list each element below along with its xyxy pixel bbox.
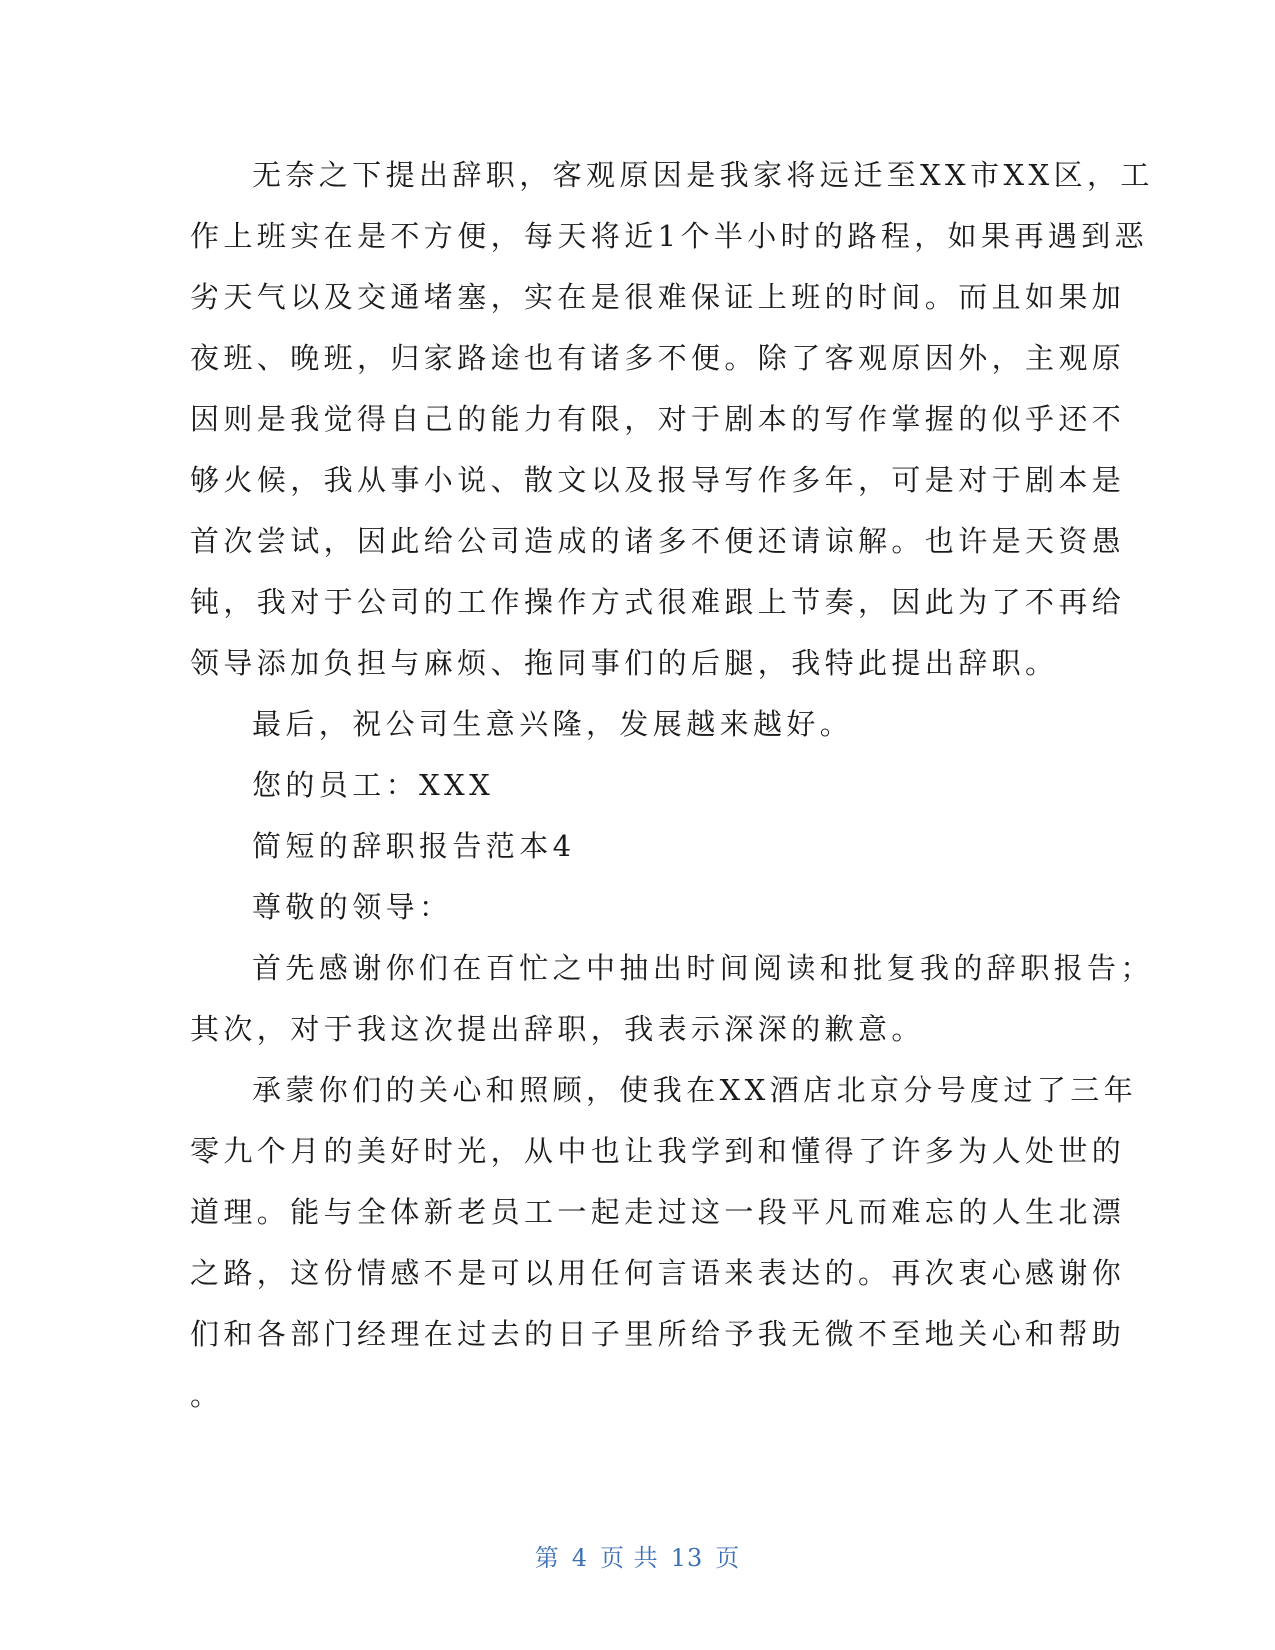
text-line: 够火候，我从事小说、散文以及报导写作多年，可是对于剧本是: [190, 463, 1126, 497]
text-line: 道理。能与全体新老员工一起走过这一段平凡而难忘的人生北漂: [190, 1195, 1126, 1229]
text-line: 您的员工：XXX: [252, 768, 495, 802]
text-line: 。: [190, 1378, 224, 1412]
text-line: 其次，对于我这次提出辞职，我表示深深的歉意。: [190, 1012, 925, 1046]
text-line: 因则是我觉得自己的能力有限，对于剧本的写作掌握的似乎还不: [190, 402, 1126, 436]
text-line: 钝，我对于公司的工作操作方式很难跟上节奏，因此为了不再给: [190, 585, 1126, 619]
text-line: 劣天气以及交通堵塞，实在是很难保证上班的时间。而且如果加: [190, 280, 1126, 314]
text-line: 之路，这份情感不是可以用任何言语来表达的。再次衷心感谢你: [190, 1256, 1126, 1290]
text-line: 无奈之下提出辞职，客观原因是我家将远迁至XX市XX区，工: [252, 158, 1154, 192]
footer-current-page: 4: [571, 1544, 589, 1572]
text-line: 首先感谢你们在百忙之中抽出时间阅读和批复我的辞职报告；: [252, 951, 1154, 985]
text-line: 作上班实在是不方便，每天将近1个半小时的路程，如果再遇到恶: [190, 219, 1149, 253]
document-body: [190, 145, 1154, 1426]
footer-total-pages: 13: [670, 1544, 704, 1572]
footer-middle: 页 共: [600, 1544, 659, 1572]
footer-prefix: 第: [534, 1544, 560, 1572]
text-line: 夜班、晚班，归家路途也有诸多不便。除了客观原因外，主观原: [190, 341, 1126, 375]
text-line: 最后，祝公司生意兴隆，发展越来越好。: [252, 707, 854, 741]
text-line: 零九个月的美好时光，从中也让我学到和懂得了许多为人处世的: [190, 1134, 1126, 1168]
text-line: 尊敬的领导：: [252, 890, 453, 924]
text-line: 承蒙你们的关心和照顾，使我在XX酒店北京分号度过了三年: [252, 1073, 1138, 1107]
footer-suffix: 页: [715, 1544, 741, 1572]
text-line: 领导添加负担与麻烦、拖同事们的后腿，我特此提出辞职。: [190, 646, 1059, 680]
text-line: 简短的辞职报告范本4: [252, 829, 576, 863]
text-line: 们和各部门经理在过去的日子里所给予我无微不至地关心和帮助: [190, 1317, 1126, 1351]
page-footer: [0, 1538, 1275, 1573]
text-line: 首次尝试，因此给公司造成的诸多不便还请谅解。也许是天资愚: [190, 524, 1126, 558]
